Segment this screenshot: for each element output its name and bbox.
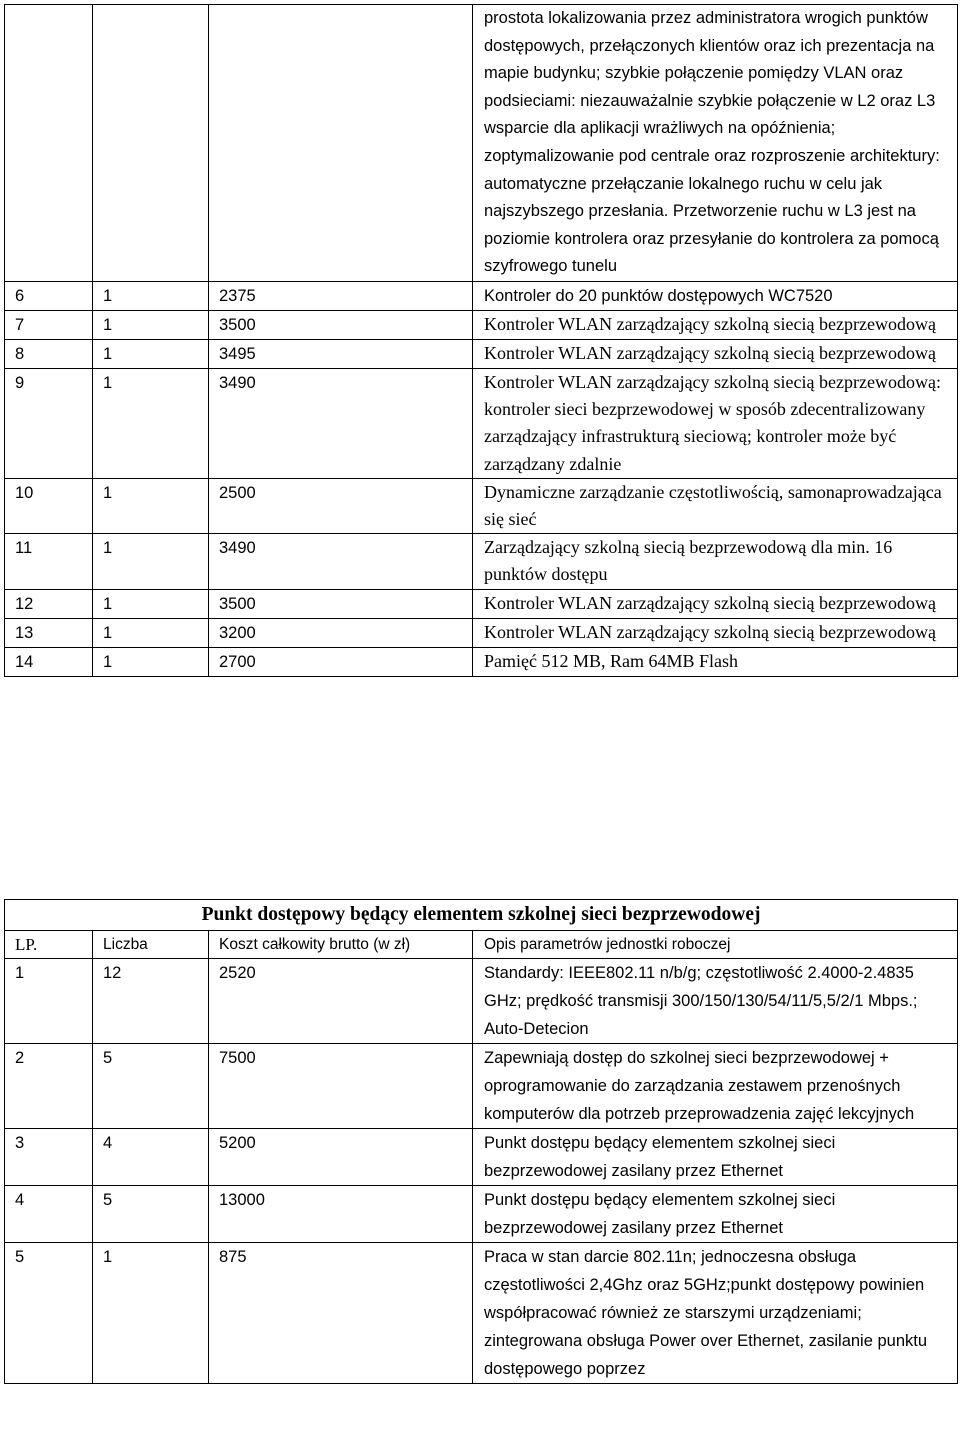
- description-cell: Kontroler WLAN zarządzający szkolną siecią bezprzewodową: [473, 589, 958, 618]
- description-cell: Kontroler WLAN zarządzający szkolną siecią bezprzewodową: [473, 339, 958, 368]
- qty-cell: 1: [93, 589, 209, 618]
- table-row: [5, 310, 958, 339]
- table-row: [5, 368, 958, 478]
- header-qty: Liczba: [93, 931, 209, 959]
- access-point-table: [4, 899, 958, 1384]
- table-row: [5, 534, 958, 589]
- table-row: [5, 1186, 958, 1243]
- description-cell: Punkt dostępu będący elementem szkolnej sieci bezprzewodowej zasilany przez Ethernet: [473, 1186, 958, 1243]
- description-cell: Praca w stan darcie 802.11n; jednoczesna obsługa częstotliwości 2,4Ghz oraz 5GHz;punkt dostępowy powinien współpracować również ze starszymi urządzeniami; zintegrowana obsługa Power over Ethernet, zasilanie punktu dostępowego poprzez: [473, 1243, 958, 1384]
- cost-cell: 3500: [209, 589, 473, 618]
- cost-cell: 13000: [209, 1186, 473, 1243]
- qty-cell: [93, 5, 209, 282]
- description-cell: Pamięć 512 MB, Ram 64MB Flash: [473, 647, 958, 676]
- cost-cell: [209, 5, 473, 282]
- cost-cell: 5200: [209, 1129, 473, 1186]
- cost-cell: 7500: [209, 1044, 473, 1129]
- qty-cell: 5: [93, 1044, 209, 1129]
- lp-cell: 10: [5, 478, 93, 533]
- cost-cell: 2375: [209, 281, 473, 310]
- lp-cell: 7: [5, 310, 93, 339]
- header-lp: LP.: [5, 931, 93, 959]
- qty-cell: 1: [93, 647, 209, 676]
- table-row: [5, 589, 958, 618]
- lp-cell: 2: [5, 1044, 93, 1129]
- description-cell: prostota lokalizowania przez administratora wrogich punktów dostępowych, przełączonych klientów oraz ich prezentacja na mapie budynku; szybkie połączenie pomiędzy VLAN oraz podsieciami: niezauważalnie szybkie połączenie w L2 oraz L3 wsparcie dla aplikacji wrażliwych na opóźnienia; zoptymalizowanie pod centrale oraz rozproszenie architektury: automatyczne przełączanie lokalnego ruchu w celu jak najszybszego przesłania. Przetworzenie ruchu w L3 jest na poziomie kontrolera oraz przesyłanie do kontrolera za pomocą szyfrowego tunelu: [473, 5, 958, 282]
- lp-cell: 12: [5, 589, 93, 618]
- header-description: Opis parametrów jednostki roboczej: [473, 931, 958, 959]
- lp-cell: 4: [5, 1186, 93, 1243]
- cost-cell: 3200: [209, 618, 473, 647]
- cost-cell: 3500: [209, 310, 473, 339]
- qty-cell: 1: [93, 310, 209, 339]
- qty-cell: 1: [93, 534, 209, 589]
- cost-cell: 3495: [209, 339, 473, 368]
- table-row: [5, 339, 958, 368]
- qty-cell: 1: [93, 1243, 209, 1384]
- table-row: [5, 959, 958, 1044]
- description-cell: Kontroler do 20 punktów dostępowych WC7520: [473, 281, 958, 310]
- table-row: [5, 1044, 958, 1129]
- table-caption-row: [5, 900, 958, 931]
- header-cost: Koszt całkowity brutto (w zł): [209, 931, 473, 959]
- table-row: [5, 1129, 958, 1186]
- lp-cell: [5, 5, 93, 282]
- description-cell: Kontroler WLAN zarządzający szkolną siecią bezprzewodową: kontroler sieci bezprzewodowej w sposób zdecentralizowany zarządzający infrastrukturą sieciową; kontroler może być zarządzany zdalnie: [473, 368, 958, 478]
- cost-cell: 3490: [209, 368, 473, 478]
- description-cell: Kontroler WLAN zarządzający szkolną siecią bezprzewodową: [473, 310, 958, 339]
- lp-cell: 11: [5, 534, 93, 589]
- description-cell: Dynamiczne zarządzanie częstotliwością, samonaprowadzająca się sieć: [473, 478, 958, 533]
- description-cell: Zapewniają dostęp do szkolnej sieci bezprzewodowej + oprogramowanie do zarządzania zestawem przenośnych komputerów dla potrzeb przeprowadzenia zajęć lekcyjnych: [473, 1044, 958, 1129]
- description-cell: Standardy: IEEE802.11 n/b/g; częstotliwość 2.4000-2.4835 GHz; prędkość transmisji 300/150/130/54/11/5,5/2/1 Mbps.; Auto-Detecion: [473, 959, 958, 1044]
- lp-cell: 9: [5, 368, 93, 478]
- table-row: [5, 281, 958, 310]
- qty-cell: 1: [93, 618, 209, 647]
- cost-cell: 3490: [209, 534, 473, 589]
- lp-cell: 14: [5, 647, 93, 676]
- lp-cell: 8: [5, 339, 93, 368]
- qty-cell: 1: [93, 478, 209, 533]
- description-cell: Kontroler WLAN zarządzający szkolną siecią bezprzewodową: [473, 618, 958, 647]
- cost-cell: 875: [209, 1243, 473, 1384]
- cost-cell: 2500: [209, 478, 473, 533]
- table-row: [5, 5, 958, 282]
- lp-cell: 1: [5, 959, 93, 1044]
- lp-cell: 6: [5, 281, 93, 310]
- lp-cell: 3: [5, 1129, 93, 1186]
- table-caption: Punkt dostępowy będący elementem szkolnej sieci bezprzewodowej: [5, 900, 958, 931]
- qty-cell: 12: [93, 959, 209, 1044]
- table-row: [5, 647, 958, 676]
- lp-cell: 5: [5, 1243, 93, 1384]
- qty-cell: 1: [93, 368, 209, 478]
- cost-cell: 2520: [209, 959, 473, 1044]
- description-cell: Punkt dostępu będący elementem szkolnej sieci bezprzewodowej zasilany przez Ethernet: [473, 1129, 958, 1186]
- qty-cell: 1: [93, 281, 209, 310]
- table-row: [5, 1243, 958, 1384]
- cost-cell: 2700: [209, 647, 473, 676]
- qty-cell: 5: [93, 1186, 209, 1243]
- controllers-table: [4, 4, 958, 677]
- table-header-row: [5, 931, 958, 959]
- table-row: [5, 618, 958, 647]
- qty-cell: 4: [93, 1129, 209, 1186]
- qty-cell: 1: [93, 339, 209, 368]
- description-cell: Zarządzający szkolną siecią bezprzewodową dla min. 16 punktów dostępu: [473, 534, 958, 589]
- lp-cell: 13: [5, 618, 93, 647]
- table-row: [5, 478, 958, 533]
